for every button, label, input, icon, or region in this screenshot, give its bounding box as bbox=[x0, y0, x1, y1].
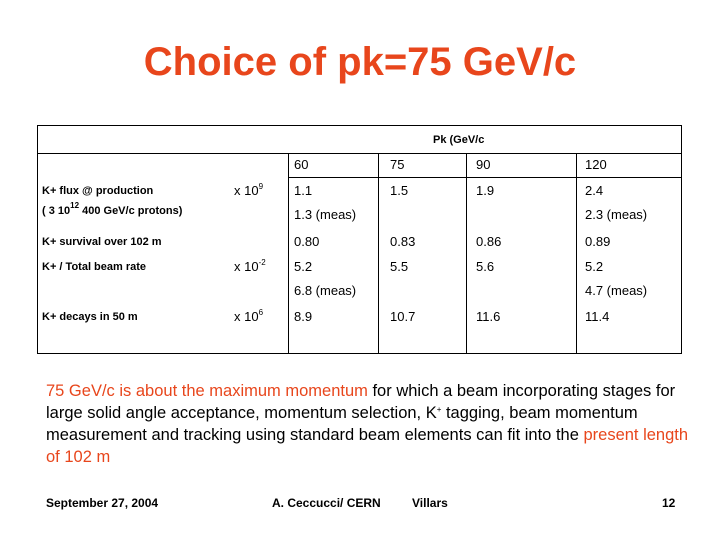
momentum-col-header: 120 bbox=[585, 157, 607, 172]
table-divider bbox=[576, 153, 577, 353]
momentum-col-header: 90 bbox=[476, 157, 491, 172]
table-divider bbox=[288, 177, 681, 178]
row-label-flux: K+ flux @ production bbox=[42, 185, 154, 197]
table-cell: 5.5 bbox=[390, 259, 409, 274]
summary-paragraph: 75 GeV/c is about the maximum momentum for which a beam incorporating stages for large solid angle acceptance, momentum selection, K+ tagging, beam momentum measurement and tracking using standard beam elements can fit into the present length of 102 m bbox=[46, 382, 689, 466]
row-unit-rate: x $10^{-2}$ bbox=[234, 258, 266, 274]
table-cell: 0.83 bbox=[390, 234, 416, 249]
slide-title: Choice of pk=75 GeV/c bbox=[143, 40, 577, 84]
table-cell-meas: 1.3 (meas) bbox=[294, 207, 357, 222]
table-cell: 0.86 bbox=[476, 234, 502, 249]
table-cell: 1.5 bbox=[390, 183, 409, 198]
table-cell: 5.2 bbox=[585, 259, 604, 274]
row-sublabel-flux: ( 3 $10^{12}$ 400 GeV/c protons) bbox=[42, 201, 183, 217]
table-divider bbox=[288, 153, 289, 353]
momentum-header: Pk (GeV/c bbox=[433, 134, 485, 146]
table-cell: 0.89 bbox=[585, 234, 611, 249]
row-label-decays: K+ decays in 50 m bbox=[42, 311, 138, 323]
table-cell: 2.4 bbox=[585, 183, 604, 198]
row-label-rate: K+ / Total beam rate bbox=[42, 261, 147, 273]
table-cell: 5.6 bbox=[476, 259, 495, 274]
table-cell: 11.6 bbox=[476, 309, 501, 324]
table-cell: 1.9 bbox=[476, 183, 495, 198]
table-divider bbox=[38, 153, 681, 154]
momentum-col-header: 60 bbox=[294, 157, 309, 172]
data-table bbox=[37, 125, 682, 354]
footer-date: September 27, 2004 bbox=[46, 496, 159, 510]
table-cell: 1.1 bbox=[294, 183, 313, 198]
table-cell: 5.2 bbox=[294, 259, 313, 274]
table-divider bbox=[466, 153, 467, 353]
table-cell-meas: 4.7 (meas) bbox=[585, 283, 648, 298]
momentum-col-header: 75 bbox=[390, 157, 405, 172]
table-cell: 11.4 bbox=[585, 309, 610, 324]
table-cell-meas: 2.3 (meas) bbox=[585, 207, 648, 222]
table-divider bbox=[378, 153, 379, 353]
table-cell: 10.7 bbox=[390, 309, 416, 324]
highlight-text: present length of 102 m bbox=[46, 426, 689, 466]
table-cell-meas: 6.8 (meas) bbox=[294, 283, 357, 298]
row-unit-decays: x $10^6$ bbox=[234, 308, 264, 324]
page-number: 12 bbox=[662, 496, 676, 510]
highlight-text: 75 GeV/c is about the maximum momentum bbox=[46, 382, 368, 400]
table-cell: 8.9 bbox=[294, 309, 313, 324]
footer-author: A. Ceccucci/ CERN bbox=[272, 496, 381, 510]
table-cell: 0.80 bbox=[294, 234, 320, 249]
footer-venue: Villars bbox=[412, 496, 448, 510]
row-unit-flux: x $10^9$ bbox=[234, 182, 264, 198]
row-label-survival: K+ survival over 102 m bbox=[42, 236, 162, 248]
